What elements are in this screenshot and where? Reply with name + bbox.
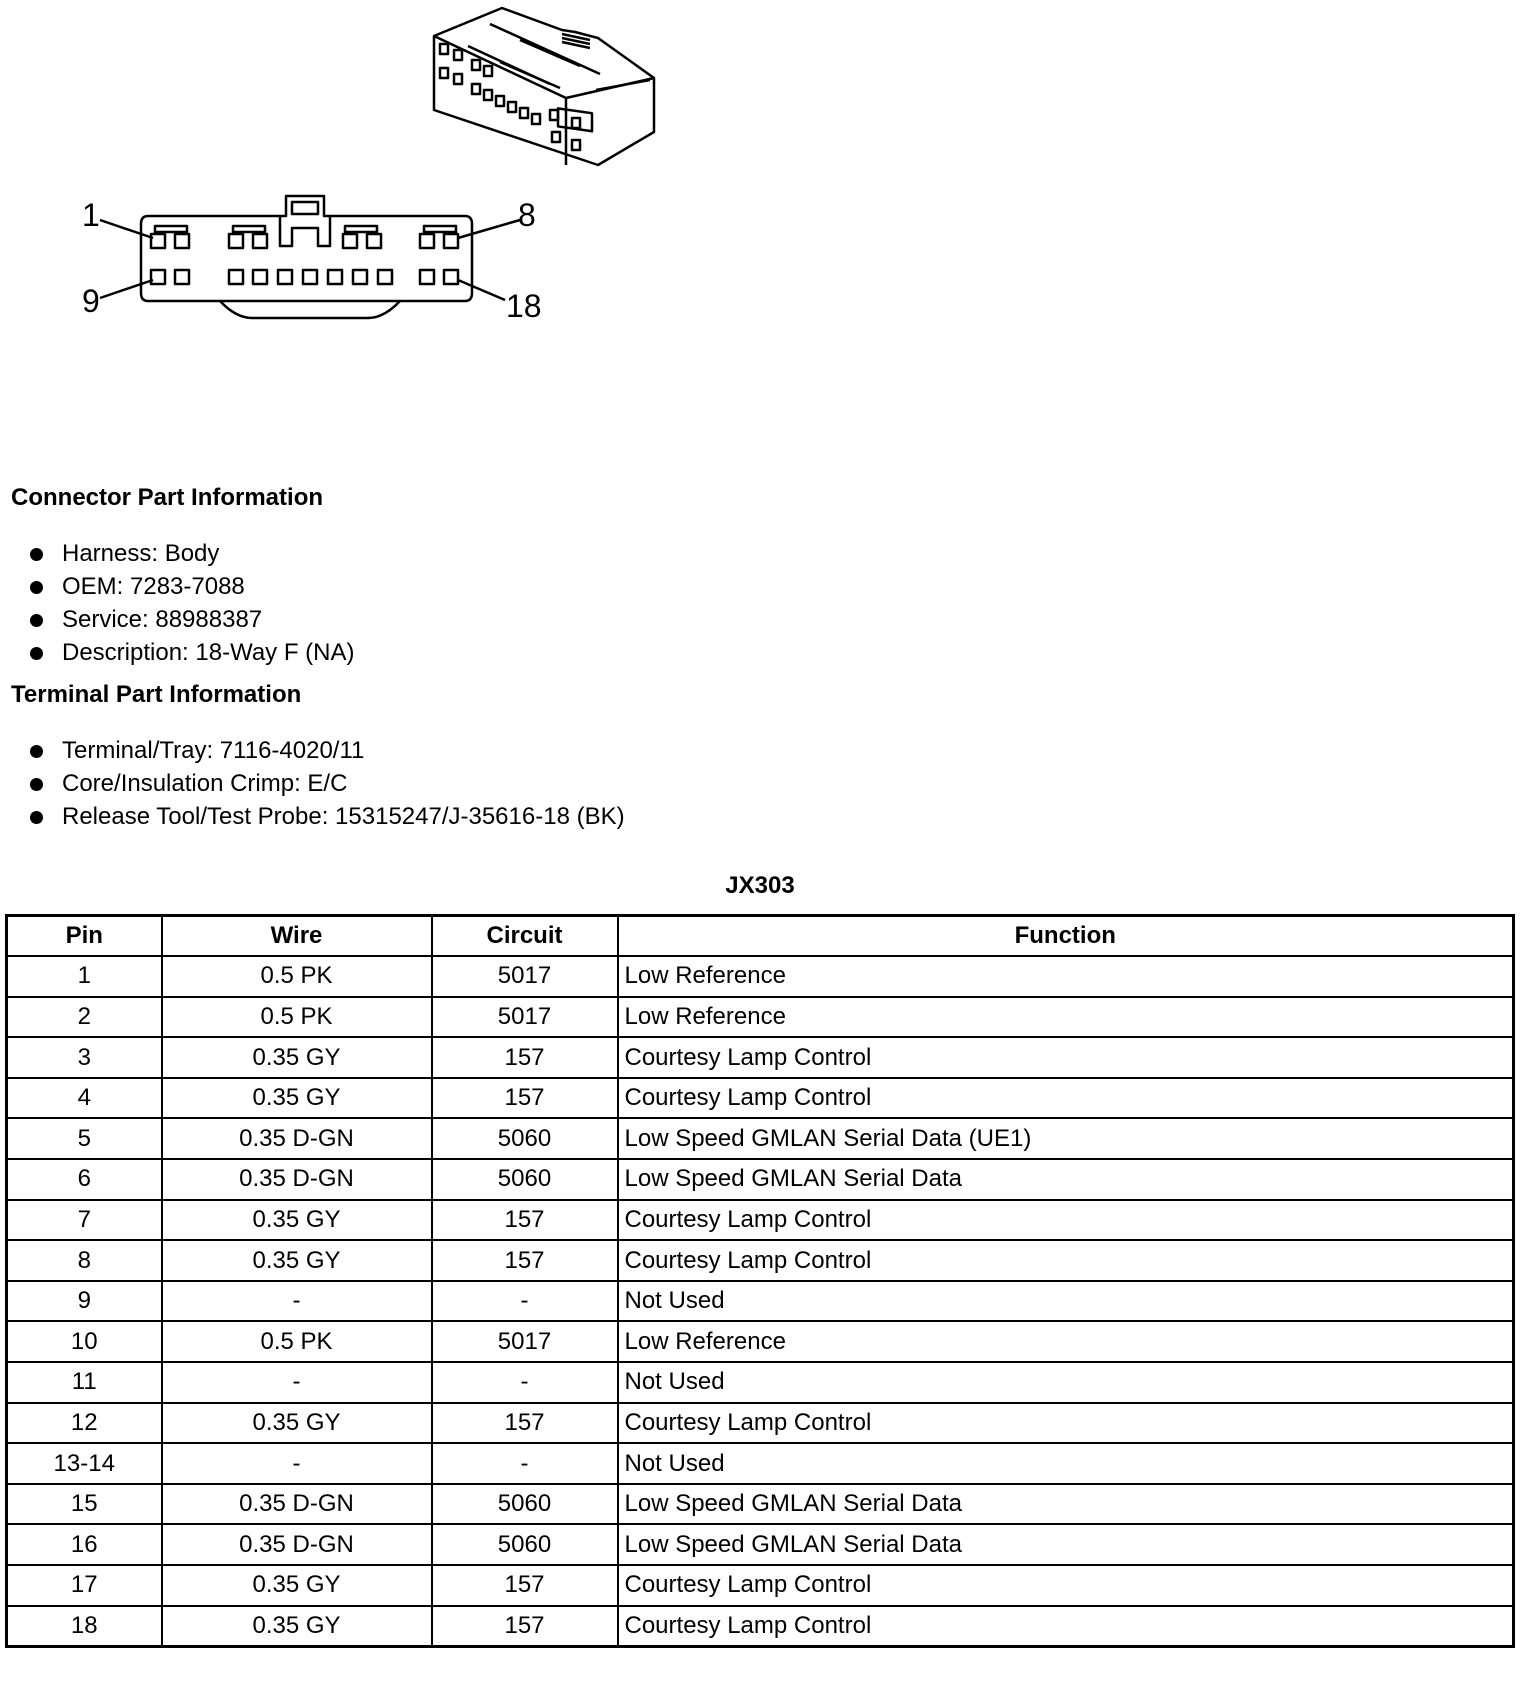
wire-cell: 0.35 GY <box>162 1565 432 1606</box>
pin-cell: 2 <box>7 997 162 1038</box>
function-cell: Low Reference <box>618 997 1514 1038</box>
list-item-text: Core/Insulation Crimp: E/C <box>62 770 348 797</box>
header-pin: Pin <box>7 916 162 957</box>
function-cell: Courtesy Lamp Control <box>618 1240 1514 1281</box>
table-row <box>7 1037 1514 1078</box>
function-cell: Low Reference <box>618 956 1514 997</box>
list-item <box>26 800 625 833</box>
header-function: Function <box>618 916 1514 957</box>
connector-3d-view <box>434 8 654 165</box>
circuit-cell: 157 <box>432 1403 618 1444</box>
function-cell: Courtesy Lamp Control <box>618 1606 1514 1647</box>
list-item <box>26 636 355 669</box>
wire-cell: 0.35 GY <box>162 1078 432 1119</box>
circuit-cell: - <box>432 1362 618 1403</box>
bullet-icon <box>30 647 43 660</box>
pin-cell: 9 <box>7 1281 162 1322</box>
circuit-cell: 157 <box>432 1200 618 1241</box>
bullet-icon <box>30 778 43 791</box>
circuit-cell: - <box>432 1281 618 1322</box>
table-row <box>7 1281 1514 1322</box>
wire-cell: 0.35 GY <box>162 1240 432 1281</box>
pin-cell: 3 <box>7 1037 162 1078</box>
function-cell: Low Reference <box>618 1321 1514 1362</box>
function-cell: Courtesy Lamp Control <box>618 1565 1514 1606</box>
pinout-table <box>5 914 1515 1648</box>
wire-cell: 0.35 GY <box>162 1606 432 1647</box>
pin-cell: 11 <box>7 1362 162 1403</box>
pin-cell: 15 <box>7 1484 162 1525</box>
header-circuit: Circuit <box>432 916 618 957</box>
wire-cell: 0.35 GY <box>162 1200 432 1241</box>
table-row <box>7 1484 1514 1525</box>
pin-cell: 16 <box>7 1524 162 1565</box>
list-item-text: Release Tool/Test Probe: 15315247/J-35616-18 (BK) <box>62 803 625 830</box>
wire-cell: - <box>162 1362 432 1403</box>
table-row <box>7 1606 1514 1647</box>
wire-cell: 0.5 PK <box>162 1321 432 1362</box>
table-row <box>7 1200 1514 1241</box>
wire-cell: 0.35 D-GN <box>162 1118 432 1159</box>
function-cell: Not Used <box>618 1281 1514 1322</box>
wire-cell: 0.5 PK <box>162 997 432 1038</box>
list-item-text: Terminal/Tray: 7116-4020/11 <box>62 737 365 764</box>
pin-label-1: 1 <box>82 197 100 233</box>
list-item <box>26 570 355 603</box>
pin-cell: 5 <box>7 1118 162 1159</box>
list-item <box>26 734 625 767</box>
function-cell: Not Used <box>618 1443 1514 1484</box>
pin-label-8: 8 <box>518 197 536 233</box>
circuit-cell: 5060 <box>432 1484 618 1525</box>
pin-label-9: 9 <box>82 283 100 319</box>
list-item-text: Description: 18-Way F (NA) <box>62 639 355 666</box>
circuit-cell: 5017 <box>432 956 618 997</box>
wire-cell: 0.5 PK <box>162 956 432 997</box>
bullet-icon <box>30 811 43 824</box>
wire-cell: 0.35 GY <box>162 1037 432 1078</box>
function-cell: Low Speed GMLAN Serial Data (UE1) <box>618 1118 1514 1159</box>
circuit-cell: 5017 <box>432 997 618 1038</box>
pin-cell: 1 <box>7 956 162 997</box>
wire-cell: - <box>162 1443 432 1484</box>
table-row <box>7 1443 1514 1484</box>
pin-cell: 17 <box>7 1565 162 1606</box>
table-row <box>7 1524 1514 1565</box>
connector-info-heading: Connector Part Information <box>11 484 324 511</box>
list-item <box>26 537 355 570</box>
function-cell: Courtesy Lamp Control <box>618 1200 1514 1241</box>
bullet-icon <box>30 614 43 627</box>
table-row <box>7 1078 1514 1119</box>
pin-cell: 4 <box>7 1078 162 1119</box>
wire-cell: 0.35 D-GN <box>162 1484 432 1525</box>
function-cell: Low Speed GMLAN Serial Data <box>618 1159 1514 1200</box>
pin-cell: 18 <box>7 1606 162 1647</box>
pin-cell: 13-14 <box>7 1443 162 1484</box>
terminal-info-heading: Terminal Part Information <box>11 681 302 708</box>
connector-drawing <box>0 0 1520 340</box>
circuit-cell: 157 <box>432 1037 618 1078</box>
pin-label-18: 18 <box>506 288 542 324</box>
table-row <box>7 1362 1514 1403</box>
pin-cell: 10 <box>7 1321 162 1362</box>
list-item <box>26 767 625 800</box>
table-row <box>7 1240 1514 1281</box>
circuit-cell: 5060 <box>432 1159 618 1200</box>
pin-cell: 7 <box>7 1200 162 1241</box>
pin-cell: 8 <box>7 1240 162 1281</box>
list-item <box>26 603 355 636</box>
bullet-icon <box>30 745 43 758</box>
wire-cell: - <box>162 1281 432 1322</box>
wire-cell: 0.35 D-GN <box>162 1524 432 1565</box>
circuit-cell: - <box>432 1443 618 1484</box>
circuit-cell: 157 <box>432 1565 618 1606</box>
bullet-icon <box>30 548 43 561</box>
circuit-cell: 157 <box>432 1240 618 1281</box>
list-item-text: OEM: 7283-7088 <box>62 573 245 600</box>
connector-face-view <box>100 196 520 318</box>
connector-info-list <box>26 537 355 669</box>
list-item-text: Harness: Body <box>62 540 220 567</box>
table-row <box>7 1118 1514 1159</box>
terminal-info-list <box>26 734 625 833</box>
bullet-icon <box>30 581 43 594</box>
pin-cell: 6 <box>7 1159 162 1200</box>
circuit-cell: 5017 <box>432 1321 618 1362</box>
table-header-row <box>7 916 1514 957</box>
list-item-text: Service: 88988387 <box>62 606 263 633</box>
circuit-cell: 157 <box>432 1606 618 1647</box>
function-cell: Not Used <box>618 1362 1514 1403</box>
pin-cell: 12 <box>7 1403 162 1444</box>
function-cell: Courtesy Lamp Control <box>618 1403 1514 1444</box>
table-row <box>7 1321 1514 1362</box>
table-row <box>7 1159 1514 1200</box>
table-row <box>7 1565 1514 1606</box>
function-cell: Low Speed GMLAN Serial Data <box>618 1484 1514 1525</box>
table-row <box>7 956 1514 997</box>
circuit-cell: 5060 <box>432 1118 618 1159</box>
wire-cell: 0.35 D-GN <box>162 1159 432 1200</box>
circuit-cell: 5060 <box>432 1524 618 1565</box>
function-cell: Courtesy Lamp Control <box>618 1037 1514 1078</box>
table-row <box>7 1403 1514 1444</box>
function-cell: Low Speed GMLAN Serial Data <box>618 1524 1514 1565</box>
wire-cell: 0.35 GY <box>162 1403 432 1444</box>
circuit-cell: 157 <box>432 1078 618 1119</box>
header-wire: Wire <box>162 916 432 957</box>
function-cell: Courtesy Lamp Control <box>618 1078 1514 1119</box>
table-row <box>7 997 1514 1038</box>
table-title: JX303 <box>725 872 795 899</box>
